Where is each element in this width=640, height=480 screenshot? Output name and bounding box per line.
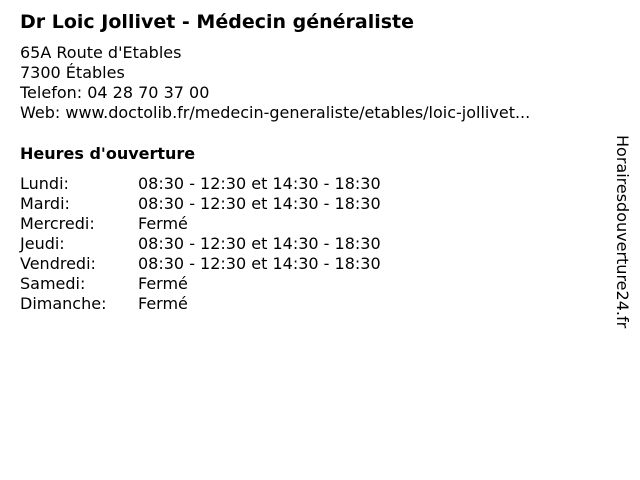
day-label: Jeudi: [20,234,65,253]
day-label: Lundi: [20,174,69,193]
day-label: Dimanche: [20,294,107,313]
day-label: Vendredi: [20,254,96,273]
address-street: 65A Route d'Etables [20,43,182,62]
hours-heading: Heures d'ouverture [20,144,196,163]
day-hours: 08:30 - 12:30 et 14:30 - 18:30 [138,194,381,213]
address-block [20,43,530,123]
day-label: Samedi: [20,274,86,293]
side-brand-watermark: Horairesdouverture24.fr [613,135,632,329]
day-hours: Fermé [138,294,188,313]
phone-number: Telefon: 04 28 70 37 00 [20,83,210,102]
day-hours: 08:30 - 12:30 et 14:30 - 18:30 [138,174,381,193]
day-hours: 08:30 - 12:30 et 14:30 - 18:30 [138,234,381,253]
address-city: 7300 Étables [20,63,125,82]
day-label: Mardi: [20,194,70,213]
day-hours: 08:30 - 12:30 et 14:30 - 18:30 [138,254,381,273]
day-label: Mercredi: [20,214,95,233]
day-hours: Fermé [138,274,188,293]
day-hours: Fermé [138,214,188,233]
website-link[interactable]: Web: www.doctolib.fr/medecin-generaliste/etables/loic-jollivet... [20,103,531,122]
page-title: Dr Loic Jollivet - Médecin généraliste [20,11,415,33]
